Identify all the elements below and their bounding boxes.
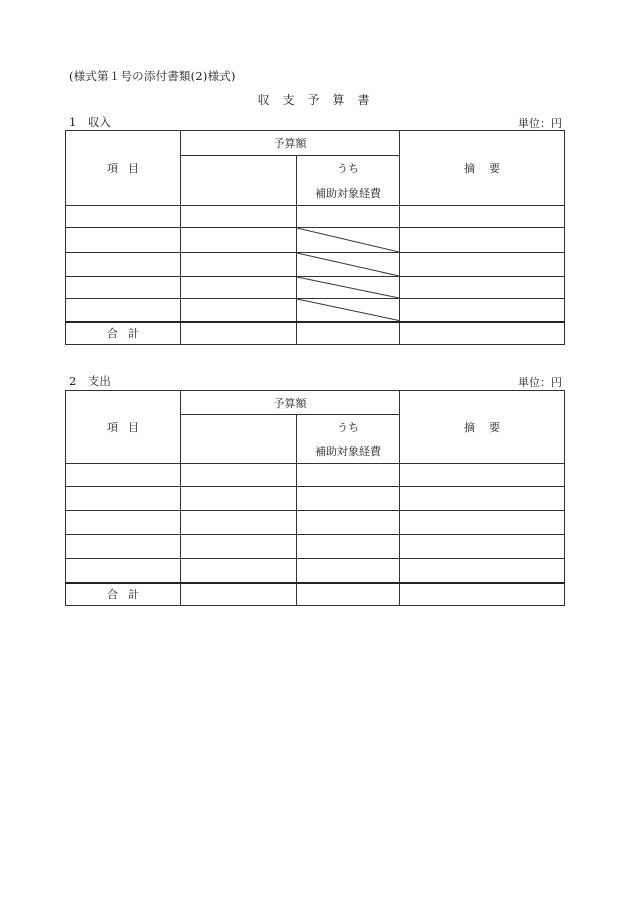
header-subsidy-target: 補助対象経費 xyxy=(297,181,400,206)
total-budget[interactable] xyxy=(181,322,297,345)
cell-remarks[interactable] xyxy=(400,253,565,277)
total-budget[interactable] xyxy=(181,583,297,606)
expenditure-section-title: 2 支出 xyxy=(69,374,111,388)
cell-budget[interactable] xyxy=(181,253,297,277)
cell-subsidy[interactable] xyxy=(297,206,400,228)
total-subsidy[interactable] xyxy=(297,583,400,606)
total-remarks[interactable] xyxy=(400,322,565,345)
header-budget-blank xyxy=(181,156,297,206)
cell-remarks[interactable] xyxy=(400,277,565,299)
header-item: 項目 xyxy=(66,391,181,464)
cell-budget[interactable] xyxy=(181,487,297,511)
cell-item[interactable] xyxy=(66,464,181,487)
total-label: 合計 xyxy=(66,322,181,345)
header-budget: 予算額 xyxy=(181,391,400,415)
cell-remarks[interactable] xyxy=(400,206,565,228)
table-row xyxy=(66,559,565,583)
cell-budget[interactable] xyxy=(181,464,297,487)
table-row xyxy=(66,487,565,511)
cell-subsidy[interactable] xyxy=(297,559,400,583)
cell-item[interactable] xyxy=(66,511,181,535)
cell-budget[interactable] xyxy=(181,559,297,583)
cell-subsidy[interactable] xyxy=(297,511,400,535)
cell-item[interactable] xyxy=(66,559,181,583)
table-row xyxy=(66,535,565,559)
cell-item[interactable] xyxy=(66,299,181,322)
table-row xyxy=(66,277,565,299)
total-row xyxy=(66,322,565,345)
cell-subsidy[interactable] xyxy=(297,535,400,559)
cell-item[interactable] xyxy=(66,206,181,228)
income-unit-label: 単位：円 xyxy=(518,117,562,130)
cell-subsidy-na xyxy=(297,228,400,253)
total-label: 合計 xyxy=(66,583,181,606)
cell-remarks[interactable] xyxy=(400,464,565,487)
table-row xyxy=(66,511,565,535)
table-row xyxy=(66,253,565,277)
form-label: (様式第１号の添付書類(2)様式) xyxy=(69,69,236,83)
cell-subsidy-na xyxy=(297,277,400,299)
cell-subsidy[interactable] xyxy=(297,487,400,511)
cell-remarks[interactable] xyxy=(400,299,565,322)
expenditure-unit-label: 単位：円 xyxy=(518,376,562,389)
header-budget-blank xyxy=(181,415,297,464)
header-item: 項目 xyxy=(66,131,181,206)
cell-subsidy[interactable] xyxy=(297,464,400,487)
header-of-which: うち xyxy=(297,415,400,439)
income-table xyxy=(65,130,565,345)
cell-budget[interactable] xyxy=(181,228,297,253)
table-row xyxy=(66,206,565,228)
cell-subsidy-na xyxy=(297,253,400,277)
table-row xyxy=(66,299,565,322)
header-budget: 予算額 xyxy=(181,131,400,156)
document-title: 収支予算書 xyxy=(257,93,383,107)
cell-item[interactable] xyxy=(66,277,181,299)
cell-budget[interactable] xyxy=(181,299,297,322)
cell-budget[interactable] xyxy=(181,535,297,559)
header-subsidy-target: 補助対象経費 xyxy=(297,439,400,464)
income-section-title: 1 収入 xyxy=(69,115,111,129)
cell-item[interactable] xyxy=(66,228,181,253)
total-remarks[interactable] xyxy=(400,583,565,606)
table-row xyxy=(66,464,565,487)
cell-item[interactable] xyxy=(66,253,181,277)
expenditure-table xyxy=(65,390,565,606)
cell-remarks[interactable] xyxy=(400,559,565,583)
cell-remarks[interactable] xyxy=(400,487,565,511)
cell-item[interactable] xyxy=(66,487,181,511)
total-subsidy[interactable] xyxy=(297,322,400,345)
cell-remarks[interactable] xyxy=(400,228,565,253)
cell-remarks[interactable] xyxy=(400,535,565,559)
header-remarks: 摘要 xyxy=(400,131,565,206)
cell-budget[interactable] xyxy=(181,206,297,228)
cell-item[interactable] xyxy=(66,535,181,559)
total-row xyxy=(66,583,565,606)
table-row xyxy=(66,228,565,253)
header-remarks: 摘要 xyxy=(400,391,565,464)
cell-budget[interactable] xyxy=(181,511,297,535)
cell-remarks[interactable] xyxy=(400,511,565,535)
header-of-which: うち xyxy=(297,156,400,181)
cell-subsidy-na xyxy=(297,299,400,322)
cell-budget[interactable] xyxy=(181,277,297,299)
